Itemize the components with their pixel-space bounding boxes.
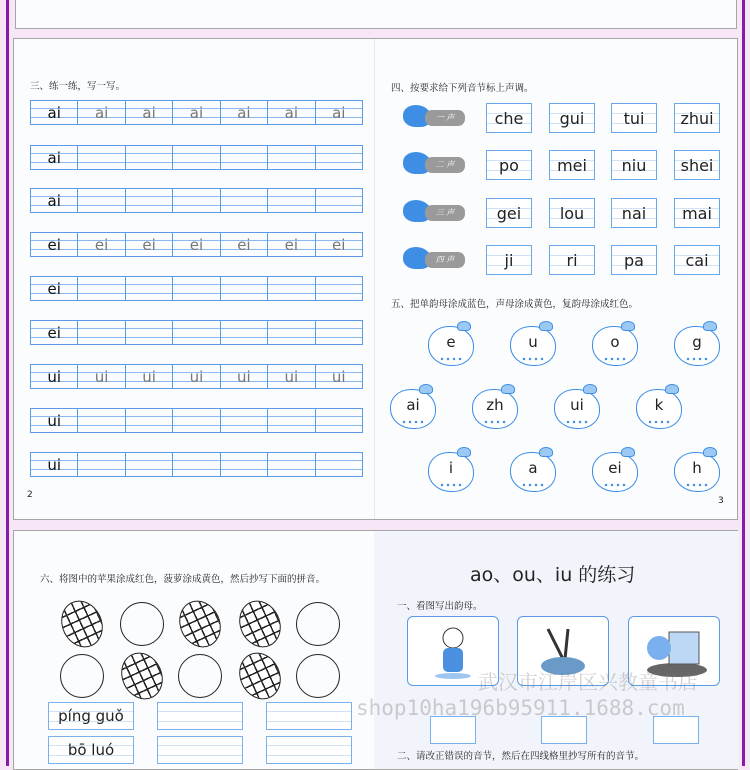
leaf-icon: [501, 384, 515, 394]
grid-row: [30, 320, 363, 345]
model-syllable: ei: [31, 277, 77, 300]
bird-tone-label: [395, 152, 467, 176]
grid-row: [30, 100, 363, 125]
seeds-icon: [685, 357, 709, 361]
writing-cell: ai: [315, 101, 362, 124]
strawberry[interactable]: [510, 326, 556, 366]
copy-box[interactable]: [266, 736, 352, 764]
seeds-icon: [439, 357, 463, 361]
writing-cell[interactable]: [172, 146, 219, 169]
syllable-box[interactable]: mai: [674, 198, 720, 228]
apple-drawing[interactable]: [296, 654, 340, 698]
strawberry-letter: e: [446, 333, 456, 351]
strawberry-letter: g: [692, 333, 702, 351]
writing-cell[interactable]: [125, 321, 172, 344]
strawberry-letter: o: [610, 333, 620, 351]
seeds-icon: [439, 483, 463, 487]
lesson-title: ao、ou、iu 的练习: [470, 564, 636, 586]
strawberry-letter: zh: [486, 396, 504, 414]
writing-cell[interactable]: [315, 277, 362, 300]
writing-cell[interactable]: [220, 277, 267, 300]
tone-label: 一 声: [425, 110, 465, 126]
syllable-box[interactable]: cai: [674, 245, 720, 275]
seeds-icon: [401, 420, 425, 424]
page-number: 3: [718, 496, 724, 506]
tone-label: 三 声: [425, 205, 465, 221]
writing-cell[interactable]: [172, 409, 219, 432]
syllable-box[interactable]: mei: [549, 150, 595, 180]
writing-cell: ui: [315, 365, 362, 388]
model-syllable: ai: [31, 101, 77, 124]
seeds-icon: [565, 420, 589, 424]
writing-cell: ui: [220, 365, 267, 388]
pinyin-word: píng guǒ: [48, 702, 134, 730]
grid-row: [30, 364, 363, 389]
tone-label: 四 声: [425, 252, 465, 268]
leaf-icon: [665, 384, 679, 394]
writing-cell[interactable]: [77, 321, 124, 344]
writing-cell[interactable]: [315, 321, 362, 344]
model-syllable: ui: [31, 409, 77, 432]
writing-cell[interactable]: [220, 146, 267, 169]
writing-cell[interactable]: [125, 146, 172, 169]
practice-instruction: 三、练一练，写一写。: [30, 81, 126, 92]
writing-cell[interactable]: [315, 189, 362, 212]
grid-row: [30, 276, 363, 301]
copy-box[interactable]: [266, 702, 352, 730]
writing-cell[interactable]: [315, 409, 362, 432]
seeds-icon: [521, 483, 545, 487]
color-instruction: 五、把单韵母涂成蓝色，声母涂成黄色，复韵母涂成红色。: [391, 299, 639, 310]
strawberry-letter: ei: [608, 459, 622, 477]
syllable-box[interactable]: niu: [611, 150, 657, 180]
page-number: 2: [27, 490, 33, 500]
writing-cell[interactable]: [172, 189, 219, 212]
grid-row: [30, 452, 363, 477]
model-syllable: ei: [31, 233, 77, 256]
writing-cell[interactable]: [77, 453, 124, 476]
writing-cell: ei: [125, 233, 172, 256]
frame-line-right: [742, 0, 745, 766]
writing-cell: ei: [315, 233, 362, 256]
leaf-icon: [621, 447, 635, 457]
section-1-instruction: 一、看图写出韵母。: [397, 601, 483, 612]
writing-cell[interactable]: [267, 146, 314, 169]
apple-drawing[interactable]: [60, 654, 104, 698]
writing-cell[interactable]: [267, 189, 314, 212]
strawberry-letter: a: [528, 459, 538, 477]
seeds-icon: [521, 357, 545, 361]
fruit-instruction: 六、将图中的苹果涂成红色，菠萝涂成黄色，然后抄写下面的拼音。: [40, 574, 326, 585]
leaf-icon: [457, 321, 471, 331]
writing-cell[interactable]: [315, 453, 362, 476]
page-gutter: [374, 39, 375, 519]
writing-cell[interactable]: [125, 453, 172, 476]
apple-drawing[interactable]: [178, 654, 222, 698]
leaf-icon: [539, 447, 553, 457]
writing-cell[interactable]: [220, 409, 267, 432]
strawberry[interactable]: [472, 389, 518, 429]
writing-cell: ui: [267, 365, 314, 388]
writing-cell[interactable]: [172, 277, 219, 300]
bird-tone-label: [395, 200, 467, 224]
syllable-box[interactable]: gui: [549, 103, 595, 133]
seeds-icon: [647, 420, 671, 424]
writing-cell: ai: [220, 101, 267, 124]
model-syllable: ui: [31, 453, 77, 476]
writing-cell: ui: [77, 365, 124, 388]
seeds-icon: [483, 420, 507, 424]
strawberry[interactable]: [592, 326, 638, 366]
writing-cell[interactable]: [77, 189, 124, 212]
seeds-icon: [603, 357, 627, 361]
copy-box[interactable]: [157, 736, 243, 764]
writing-cell: ui: [125, 365, 172, 388]
apple-drawing[interactable]: [296, 602, 340, 646]
leaf-icon: [703, 447, 717, 457]
strawberry[interactable]: [674, 452, 720, 492]
writing-cell: ui: [172, 365, 219, 388]
model-syllable: ai: [31, 146, 77, 169]
writing-cell[interactable]: [172, 321, 219, 344]
bird-tone-label: [395, 105, 467, 129]
strawberry[interactable]: [592, 452, 638, 492]
writing-cell[interactable]: [125, 189, 172, 212]
answer-box[interactable]: [541, 716, 587, 744]
strawberry[interactable]: [510, 452, 556, 492]
watermark-url: shop10ha196b95911.1688.com: [356, 696, 685, 720]
previous-page-strip: [15, 0, 737, 29]
strawberry[interactable]: [428, 326, 474, 366]
leaf-icon: [539, 321, 553, 331]
writing-cell: ai: [172, 101, 219, 124]
syllable-box[interactable]: po: [486, 150, 532, 180]
writing-cell[interactable]: [267, 453, 314, 476]
grid-row: [30, 145, 363, 170]
writing-cell: ai: [77, 101, 124, 124]
strawberry[interactable]: [554, 389, 600, 429]
answer-box[interactable]: [430, 716, 476, 744]
seeds-icon: [603, 483, 627, 487]
syllable-box[interactable]: zhui: [674, 103, 720, 133]
syllable-box[interactable]: tui: [611, 103, 657, 133]
writing-cell[interactable]: [220, 321, 267, 344]
apple-drawing[interactable]: [120, 602, 164, 646]
strawberry-letter: ui: [570, 396, 584, 414]
grid-row: [30, 188, 363, 213]
tone-instruction: 四、按要求给下列音节标上声调。: [391, 83, 534, 94]
writing-cell[interactable]: [220, 453, 267, 476]
leaf-icon: [419, 384, 433, 394]
writing-cell: ei: [172, 233, 219, 256]
pinyin-word: bō luó: [48, 736, 134, 764]
writing-cell: ei: [77, 233, 124, 256]
bird-tone-label: [395, 247, 467, 271]
writing-cell[interactable]: [315, 146, 362, 169]
model-syllable: ui: [31, 365, 77, 388]
strawberry[interactable]: [636, 389, 682, 429]
writing-cell[interactable]: [267, 277, 314, 300]
strawberry-letter: i: [448, 459, 454, 477]
model-syllable: ei: [31, 321, 77, 344]
syllable-box[interactable]: lou: [549, 198, 595, 228]
writing-cell[interactable]: [77, 277, 124, 300]
strawberry-letter: u: [528, 333, 538, 351]
syllable-box[interactable]: pa: [611, 245, 657, 275]
leaf-icon: [621, 321, 635, 331]
strawberry[interactable]: [428, 452, 474, 492]
writing-cell[interactable]: [172, 453, 219, 476]
writing-cell[interactable]: [220, 189, 267, 212]
writing-cell: ai: [125, 101, 172, 124]
writing-cell[interactable]: [77, 409, 124, 432]
syllable-box[interactable]: ji: [486, 245, 532, 275]
leaf-icon: [703, 321, 717, 331]
model-syllable: ai: [31, 189, 77, 212]
strawberry[interactable]: [674, 326, 720, 366]
grid-row: [30, 232, 363, 257]
syllable-box[interactable]: gei: [486, 198, 532, 228]
strawberry-letter: ai: [406, 396, 420, 414]
seeds-icon: [685, 483, 709, 487]
tone-label: 二 声: [425, 157, 465, 173]
writing-cell[interactable]: [267, 409, 314, 432]
answer-box[interactable]: [653, 716, 699, 744]
writing-cell[interactable]: [125, 277, 172, 300]
leaf-icon: [457, 447, 471, 457]
strawberry[interactable]: [390, 389, 436, 429]
writing-cell: ei: [220, 233, 267, 256]
syllable-box[interactable]: nai: [611, 198, 657, 228]
writing-cell: ai: [267, 101, 314, 124]
copy-box[interactable]: [157, 702, 243, 730]
grid-row: [30, 408, 363, 433]
watermark-shop: 武汉市江岸区兴教童书店: [478, 670, 698, 694]
leaf-icon: [583, 384, 597, 394]
strawberry-letter: k: [654, 396, 664, 414]
syllable-box[interactable]: ri: [549, 245, 595, 275]
frame-line-left: [6, 0, 9, 766]
syllable-box[interactable]: che: [486, 103, 532, 133]
writing-cell[interactable]: [267, 321, 314, 344]
writing-cell[interactable]: [77, 146, 124, 169]
section-2-instruction: 二、请改正错误的音节，然后在四线格里抄写所有的音节。: [397, 751, 645, 762]
writing-cell[interactable]: [125, 409, 172, 432]
writing-cell: ei: [267, 233, 314, 256]
strawberry-letter: h: [692, 459, 702, 477]
syllable-box[interactable]: shei: [674, 150, 720, 180]
